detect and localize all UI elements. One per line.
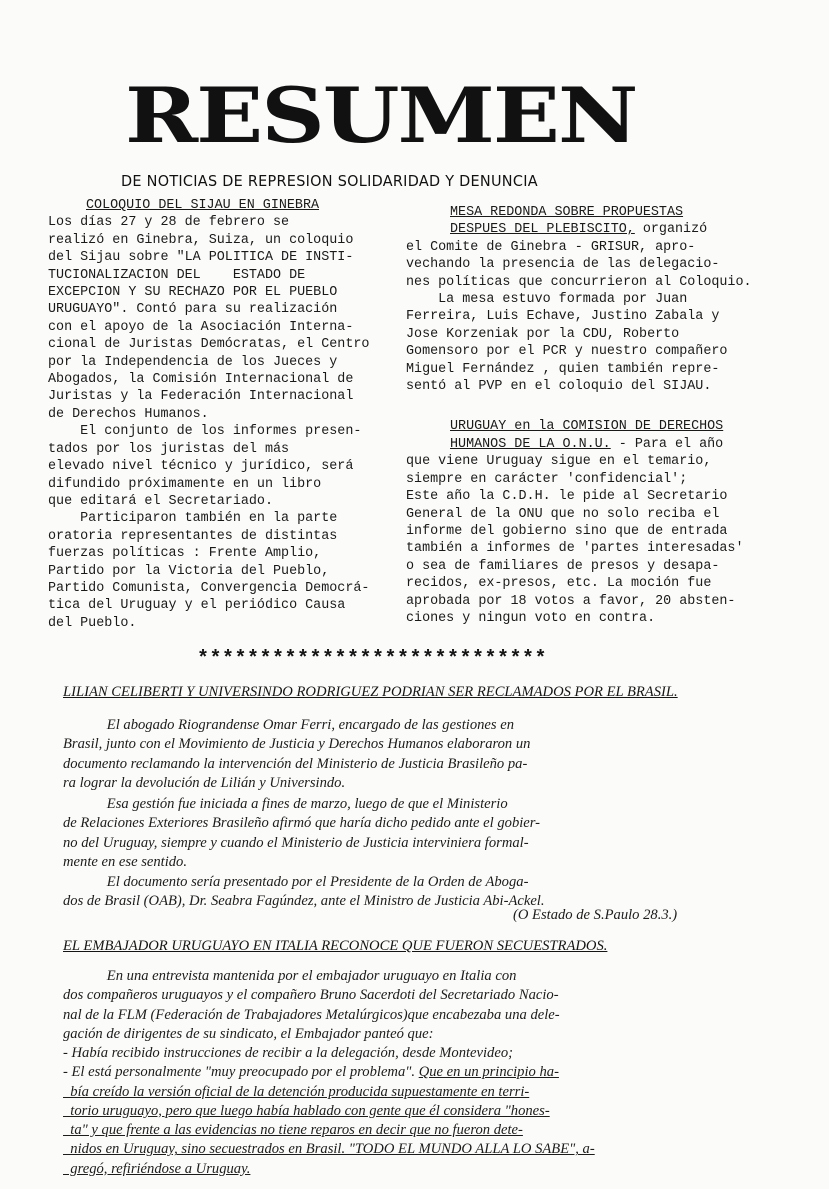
body-line: tados por los juristas del más bbox=[48, 441, 290, 457]
body-line: siempre en carácter 'confidencial'; bbox=[406, 471, 688, 487]
body-line: Este año la C.D.H. le pide al Secretario bbox=[406, 489, 728, 505]
article-heading: EL EMBAJADOR URUGUAYO EN ITALIA RECONOCE QUE FUERON SECUESTRADOS. bbox=[63, 938, 608, 954]
separator-asterisks: **************************** bbox=[197, 648, 548, 671]
paragraph-line: Esa gestión fue iniciada a fines de marzo, luego de que el Ministerio bbox=[63, 796, 508, 812]
body-line: aprobada por 18 votos a favor, 20 absten- bbox=[406, 593, 736, 609]
body-line: ciones y ningun voto en contra. bbox=[406, 610, 656, 626]
body-line: por la Independencia de los Jueces y bbox=[48, 354, 338, 370]
body-line: o sea de familiares de presos y desapa- bbox=[406, 558, 720, 574]
body-line: fuerzas políticas : Frente Amplio, bbox=[48, 546, 322, 562]
paragraph-line: ra lograr la devolución de Lilián y Universindo. bbox=[63, 774, 346, 791]
body-line: de Derechos Humanos. bbox=[48, 406, 209, 422]
body-line: Juristas y la Federación Internacional bbox=[48, 389, 354, 405]
body-line: Miguel Fernández , quien también repre- bbox=[406, 361, 720, 377]
article-paragraph bbox=[63, 795, 763, 872]
handwritten-underline-text: Que en un principio ha- bbox=[418, 1064, 559, 1081]
paragraph-line: gregó, refiriéndose a Uruguay. bbox=[63, 1160, 251, 1177]
article-paragraph bbox=[63, 716, 763, 793]
article-source: (O Estado de S.Paulo 28.3.) bbox=[513, 907, 678, 923]
masthead-subtitle: DE NOTICIAS DE REPRESION SOLIDARIDAD Y DENUNCIA bbox=[121, 172, 538, 190]
section-heading: DESPUES DEL PLEBISCITO, bbox=[450, 222, 635, 238]
body-line: del Sijau sobre "LA POLITICA DE INSTI- bbox=[48, 250, 354, 266]
body-line: del Pueblo. bbox=[48, 615, 137, 631]
list-item: - El está personalmente "muy preocupado por el problema". bbox=[63, 1064, 419, 1081]
body-text: - Para el año bbox=[610, 436, 724, 452]
paragraph-line: dos de Brasil (OAB), Dr. Seabra Fagúndez, ante el Ministro de Justicia Abi-Ackel. bbox=[63, 893, 545, 910]
paragraph-line: dos compañeros uruguayos y el compañero Bruno Sacerdoti del Secretariado Nacio- bbox=[63, 987, 559, 1004]
paragraph-line: no del Uruguay, siempre y cuando el Ministerio de Justicia interviniera formal- bbox=[63, 834, 529, 851]
body-line: General de la ONU que no solo reciba el bbox=[406, 506, 720, 522]
body-line: La mesa estuvo formada por Juan bbox=[406, 292, 688, 308]
body-line: tica del Uruguay y el periódico Causa bbox=[48, 598, 346, 614]
section-heading: COLOQUIO DEL SIJAU EN GINEBRA bbox=[86, 198, 320, 213]
body-line: difundido próximamente en un libro bbox=[48, 476, 322, 492]
body-line: realizó en Ginebra, Suiza, un coloquio bbox=[48, 232, 354, 248]
article-paragraph bbox=[63, 967, 783, 1044]
right-column-body bbox=[406, 239, 776, 396]
list-item-continuation bbox=[63, 1083, 783, 1179]
paragraph-line: gación de dirigentes de su sindicato, el Embajador panteó que: bbox=[63, 1025, 434, 1042]
list-item: - Había recibido instrucciones de recibir a la delegación, desde Montevideo; bbox=[63, 1045, 513, 1061]
body-line: recidos, ex-presos, etc. La moción fue bbox=[406, 576, 712, 592]
body-line: Ferreira, Luis Echave, Justino Zabala y bbox=[406, 309, 720, 325]
body-line: que viene Uruguay sigue en el temario, bbox=[406, 454, 712, 470]
paragraph-line: mente en ese sentido. bbox=[63, 853, 188, 870]
article-heading: LILIAN CELIBERTI Y UNIVERSINDO RODRIGUEZ PODRIAN SER RECLAMADOS POR EL BRASIL. bbox=[63, 684, 678, 700]
paragraph-line: nal de la FLM (Federación de Trabajadores Metalúrgicos)que encabezaba una dele- bbox=[63, 1006, 560, 1023]
body-line: vechando la presencia de las delegacio- bbox=[406, 257, 720, 273]
body-line: Partido Comunista, Convergencia Democrá- bbox=[48, 580, 370, 596]
body-line: Abogados, la Comisión Internacional de bbox=[48, 372, 354, 388]
section-heading: HUMANOS DE LA O.N.U. bbox=[450, 436, 611, 452]
right-column-body bbox=[406, 453, 776, 627]
body-line: también a informes de 'partes interesadas' bbox=[406, 541, 744, 557]
body-line: TUCIONALIZACION DEL ESTADO DE bbox=[48, 267, 306, 283]
body-line: Participaron también en la parte bbox=[48, 511, 338, 527]
paragraph-line: Brasil, junto con el Movimiento de Justicia y Derechos Humanos elaboraron un bbox=[63, 736, 531, 753]
body-line: con el apoyo de la Asociación Interna- bbox=[48, 319, 354, 335]
body-line: Jose Korzeniak por la CDU, Roberto bbox=[406, 326, 680, 342]
paragraph-line: nidos en Uruguay, sino secuestrados en Brasil. "TODO EL MUNDO ALLA LO SABE", a- bbox=[63, 1141, 595, 1158]
body-line: Partido por la Victoria del Pueblo, bbox=[48, 563, 330, 579]
left-column-body bbox=[48, 214, 388, 632]
masthead-title: RESUMEN bbox=[125, 70, 637, 161]
paragraph-line: ta" y que frente a las evidencias no tiene reparos en decir que no fueron dete- bbox=[63, 1122, 523, 1139]
body-text: organizó bbox=[634, 222, 708, 238]
body-line: informe del gobierno sino que de entrada bbox=[406, 523, 728, 539]
section-heading: MESA REDONDA SOBRE PROPUESTAS bbox=[450, 205, 684, 220]
paragraph-line: bía creído la versión oficial de la detención producida supuestamente en terri- bbox=[63, 1083, 530, 1100]
body-line: oratoria representantes de distintas bbox=[48, 528, 338, 544]
body-line: Los días 27 y 28 de febrero se bbox=[48, 215, 290, 231]
paragraph-line: de Relaciones Exteriores Brasileño afirmó que haría dicho pedido ante el gobier- bbox=[63, 815, 541, 832]
body-line: el Comite de Ginebra - GRISUR, apro- bbox=[406, 239, 696, 255]
body-line: El conjunto de los informes presen- bbox=[48, 424, 362, 440]
body-line: sentó al PVP en el coloquio del SIJAU. bbox=[406, 379, 712, 395]
body-line: nes políticas que concurrieron al Coloquio. bbox=[406, 274, 752, 290]
body-line: Gomensoro por el PCR y nuestro compañero bbox=[406, 344, 728, 360]
body-line: EXCEPCION Y SU RECHAZO POR EL PUEBLO bbox=[48, 285, 338, 301]
article-list bbox=[63, 1044, 783, 1179]
body-line: URUGUAYO". Contó para su realización bbox=[48, 302, 338, 318]
body-line: cional de Juristas Demócratas, el Centro bbox=[48, 337, 370, 353]
section-heading: URUGUAY en la COMISION DE DERECHOS bbox=[450, 419, 724, 435]
paragraph-line: torio uruguayo, pero que luego había hablado con gente que él considera "hones- bbox=[63, 1102, 550, 1119]
left-column bbox=[48, 197, 388, 632]
body-line: que editará el Secretariado. bbox=[48, 493, 273, 509]
right-column bbox=[406, 204, 776, 627]
paragraph-line: documento reclamando la intervención del Ministerio de Justicia Brasileño pa- bbox=[63, 755, 528, 772]
paragraph-line: El abogado Riograndense Omar Ferri, encargado de las gestiones en bbox=[63, 717, 515, 733]
paragraph-line: En una entrevista mantenida por el embajador uruguayo en Italia con bbox=[63, 968, 517, 984]
body-line: elevado nivel técnico y jurídico, será bbox=[48, 459, 354, 475]
paragraph-line: El documento sería presentado por el Presidente de la Orden de Aboga- bbox=[63, 874, 529, 890]
